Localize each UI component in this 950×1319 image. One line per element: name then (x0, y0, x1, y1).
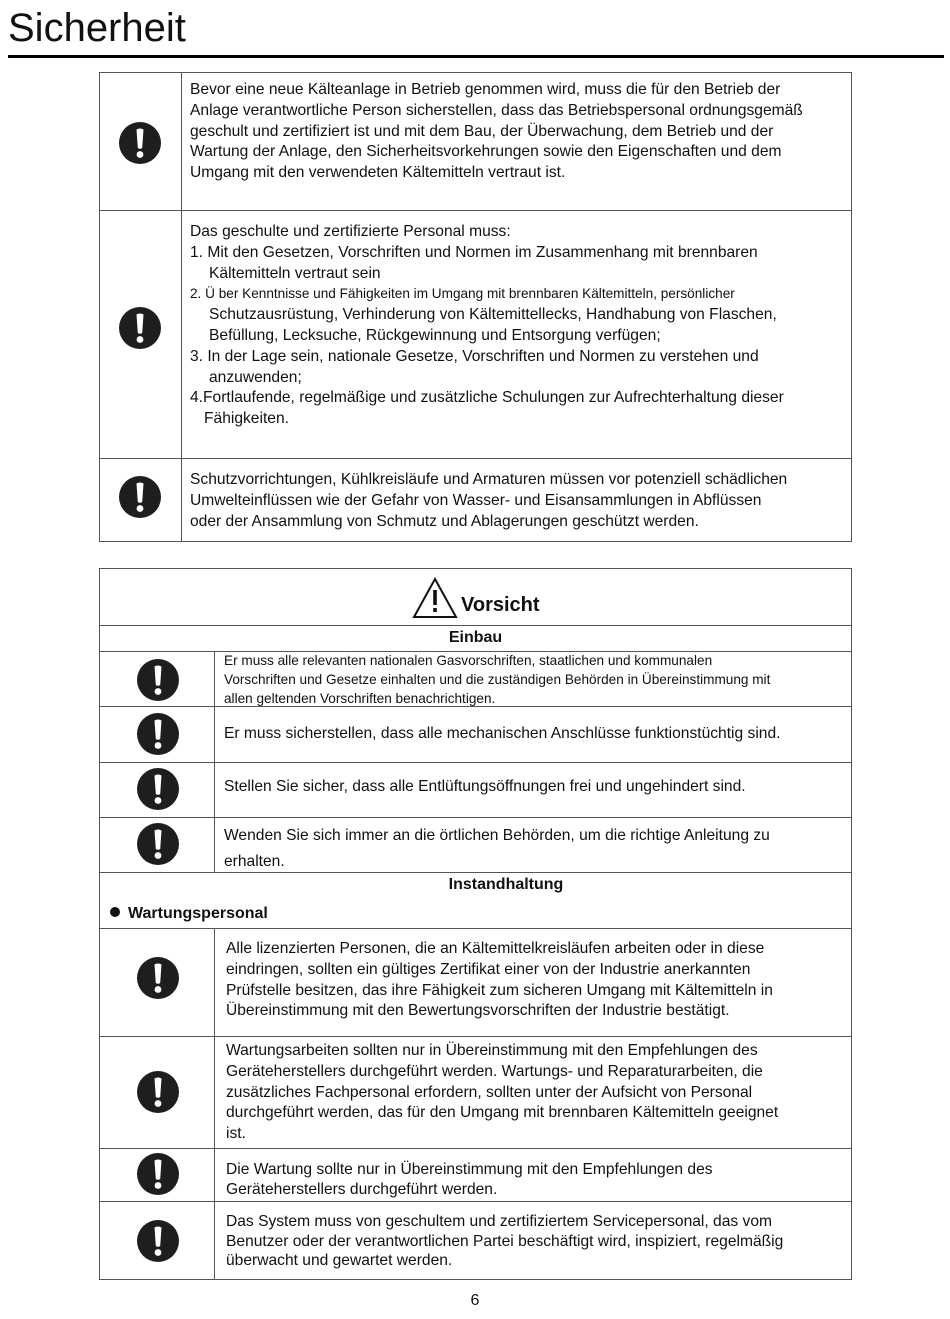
list-item: 4.Fortlaufende, regelmäßige und zusätzliche Schulungen zur Aufrechterhaltung dieser (190, 389, 784, 407)
page-title: Sicherheit (8, 6, 186, 50)
row-divider (99, 762, 852, 763)
wartung-text-manufacturer (226, 1160, 850, 1199)
row-divider (99, 1148, 852, 1149)
warning-triangle-icon (412, 577, 458, 619)
text-line: Schutzvorrichtungen, Kühlkreisläufe und Armaturen müssen vor potenziell schädlichen (190, 471, 788, 488)
text-line: Er muss alle relevanten nationalen Gasvorschriften, staatlichen und kommunalen (224, 653, 713, 668)
wartung-text-inspection (226, 1212, 850, 1271)
text-line: erhalten. (224, 853, 285, 870)
text-line: Vorschriften und Gesetze einhalten und die zuständigen Behörden in Übereinstimmung mit (224, 671, 771, 687)
table-column-divider (181, 72, 182, 542)
text-line: eindringen, sollten ein gültiges Zertifikat einer von der Industrie anerkannten (226, 960, 751, 978)
safety-text-operator (190, 80, 850, 184)
text-line: Geräteherstellers durchgeführt werden. (226, 1180, 498, 1198)
exclamation-circle-icon (117, 305, 163, 351)
row-divider (99, 458, 852, 459)
text-line: Wartung der Anlage, den Sicherheitsvorkehrungen sowie den Eigenschaften und dem (190, 143, 782, 161)
wartungspersonal-text: Wartungspersonal (128, 905, 268, 922)
wartungspersonal-label (110, 905, 268, 923)
list-item-cont: Befüllung, Lecksuche, Rückgewinnung und Entsorgung verfügen; (209, 326, 661, 344)
exclamation-circle-icon (135, 821, 181, 867)
text-line: Wenden Sie sich immer an die örtlichen Behörden, um die richtige Anleitung zu (224, 827, 770, 844)
list-item: 2. Ü ber Kenntnisse und Fähigkeiten im Umgang mit brennbaren Kältemitteln, persönlicher (190, 286, 735, 302)
text-line: zusätzliches Fachpersonal erfordern, sollten unter der Aufsicht von Personal (226, 1083, 753, 1101)
einbau-text-regulations (224, 652, 850, 708)
text-line: Anlage verantwortliche Person sicherstellen, dass das Betriebspersonal ordnungsgemäß (190, 101, 803, 119)
wartung-text-certificate (226, 939, 850, 1022)
row-divider (99, 817, 852, 818)
text-line: Das System muss von geschultem und zertifiziertem Servicepersonal, das vom (226, 1213, 772, 1230)
text-line: Alle lizenzierten Personen, die an Kältemittelkreisläufen arbeiten oder in diese (226, 940, 765, 957)
text-line: allen geltenden Vorschriften benachrichtigen. (224, 690, 496, 706)
text-line: Wartungsarbeiten sollten nur in Übereinstimmung mit den Empfehlungen des (226, 1042, 758, 1059)
text-line: Bevor eine neue Kälteanlage in Betrieb genommen wird, muss die für den Betrieb der (190, 81, 781, 98)
caution-heading: Vorsicht (461, 594, 540, 616)
text-line: Geräteherstellers durchgeführt werden. Wartungs- und Reparaturarbeiten, die (226, 1062, 763, 1080)
list-item-cont: Fähigkeiten. (204, 410, 289, 428)
exclamation-circle-icon (135, 955, 181, 1001)
einbau-text-authorities (224, 823, 850, 875)
text-line: Übereinstimmung mit den Bewertungsvorschriften der Industrie bestätigt. (226, 1002, 730, 1020)
einbau-label: Einbau (448, 629, 503, 646)
title-rule (8, 55, 944, 58)
exclamation-circle-icon (117, 120, 163, 166)
list-item-cont: anzuwenden; (209, 368, 302, 386)
list-item: 1. Mit den Gesetzen, Vorschriften und Normen im Zusammenhang mit brennbaren (190, 243, 758, 261)
table-column-divider (214, 928, 215, 1280)
list-item-cont: Kältemitteln vertraut sein (209, 264, 381, 282)
page-number: 6 (470, 1292, 480, 1309)
row-divider (99, 928, 852, 929)
text-line: oder der Ansammlung von Schmutz und Ablagerungen geschützt werden. (190, 512, 699, 530)
text-line: Stellen Sie sicher, dass alle Entlüftungsöffnungen frei und ungehindert sind. (224, 778, 746, 795)
safety-text-protection (190, 470, 850, 532)
row-divider (99, 1201, 852, 1202)
exclamation-circle-icon (117, 474, 163, 520)
text-line: durchgeführt werden, das für den Umgang mit brennbaren Kältemitteln geeignet (226, 1104, 779, 1122)
row-divider (99, 625, 852, 626)
text-line: überwacht und gewartet werden. (226, 1252, 453, 1269)
wartung-text-recommendations (226, 1041, 850, 1145)
exclamation-circle-icon (135, 657, 181, 703)
row-divider (99, 1036, 852, 1037)
exclamation-circle-icon (135, 711, 181, 757)
einbau-text-vents (224, 777, 850, 798)
exclamation-circle-icon (135, 1069, 181, 1115)
text-line: Umwelteinflüssen wie der Gefahr von Wasser- und Eisansammlungen in Abflüssen (190, 491, 762, 509)
list-item: 3. In der Lage sein, nationale Gesetze, Vorschriften und Normen zu verstehen und (190, 347, 759, 365)
list-item-cont: Schutzausrüstung, Verhinderung von Kältemittellecks, Handhabung von Flaschen, (209, 306, 777, 324)
text-line: Die Wartung sollte nur in Übereinstimmung mit den Empfehlungen des (226, 1161, 713, 1178)
bullet-icon (110, 907, 120, 917)
text-line: Umgang mit den verwendeten Kältemitteln vertraut ist. (190, 164, 566, 182)
text-line: geschult und zertifiziert ist und mit dem Bau, der Überwachung, dem Betrieb und der (190, 122, 774, 140)
text-line: Das geschulte und zertifizierte Personal muss: (190, 223, 511, 240)
exclamation-circle-icon (135, 1218, 181, 1264)
einbau-text-connections (224, 724, 850, 745)
safety-text-personnel (190, 222, 852, 430)
exclamation-circle-icon (135, 766, 181, 812)
text-line: Er muss sicherstellen, dass alle mechanischen Anschlüsse funktionstüchtig sind. (224, 725, 781, 742)
row-divider (99, 210, 852, 211)
exclamation-circle-icon (135, 1151, 181, 1197)
text-line: Benutzer oder der verantwortlichen Partei beschäftigt wird, inspiziert, regelmäßig (226, 1232, 784, 1250)
text-line: Prüfstelle besitzen, das ihre Fähigkeit zum sicheren Umgang mit Kältemitteln in (226, 981, 773, 999)
text-line: ist. (226, 1125, 246, 1143)
instandhaltung-label: Instandhaltung (448, 876, 564, 893)
